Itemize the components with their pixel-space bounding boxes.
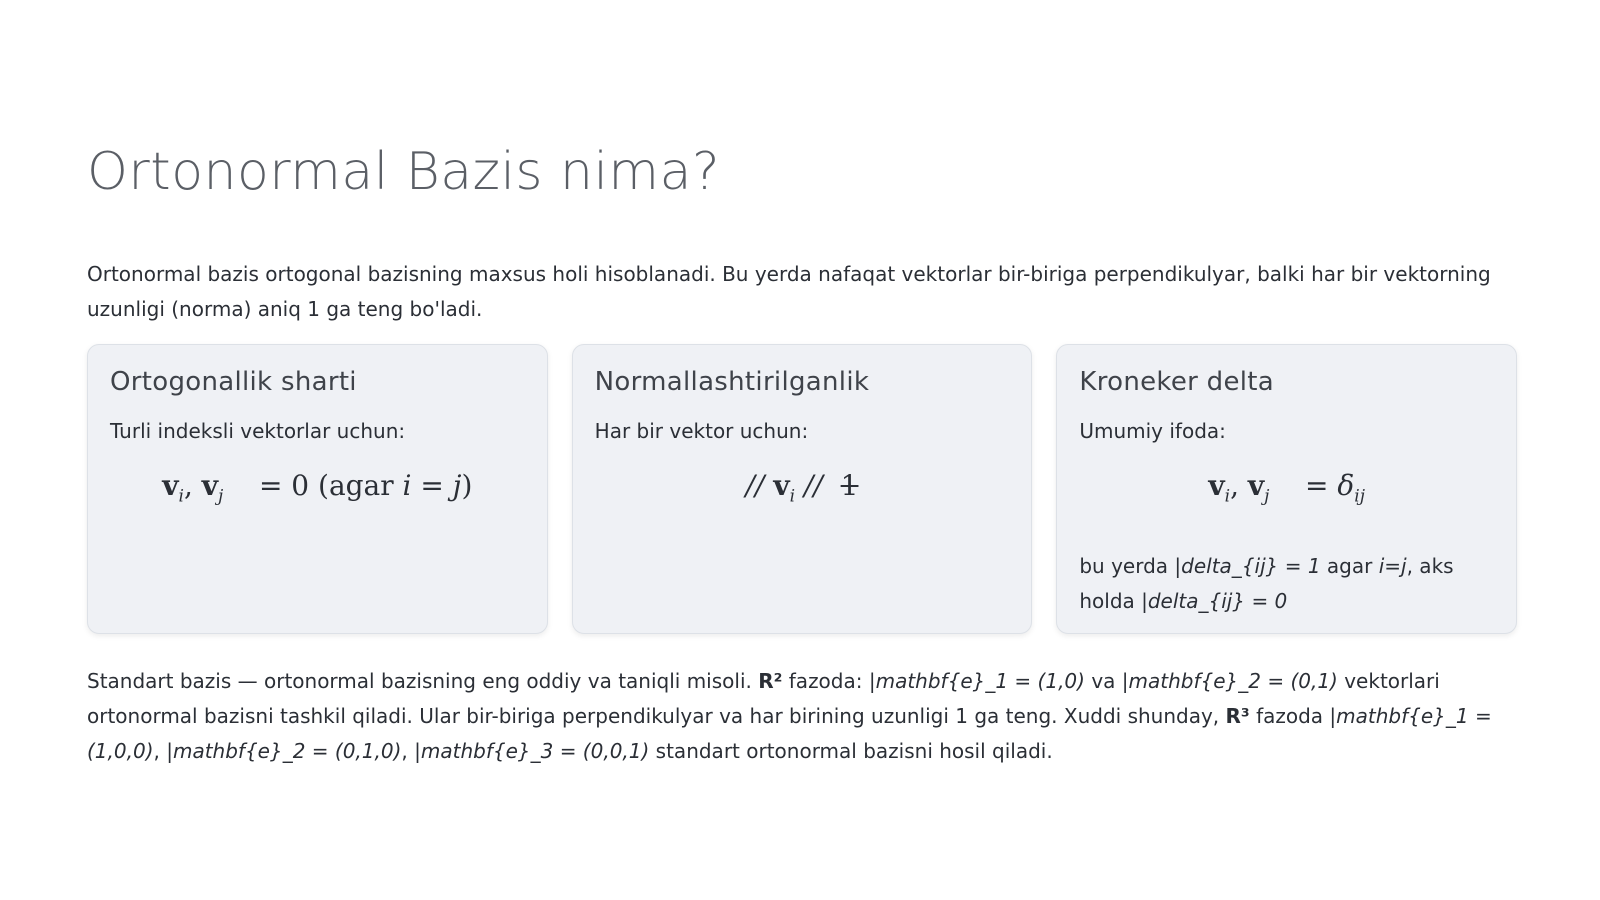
- card-label: Umumiy ifoda:: [1079, 419, 1226, 443]
- card-title: Normallashtirilganlik: [594, 367, 870, 397]
- card-row: [87, 344, 1517, 634]
- card-kronecker: [1056, 344, 1517, 634]
- card-label: Turli indeksli vektorlar uchun:: [110, 419, 406, 443]
- card-title: Ortogonallik sharti: [110, 367, 357, 397]
- card-title: Kroneker delta: [1079, 367, 1275, 397]
- card-normalization: [572, 344, 1033, 634]
- kronecker-note: bu yerda |delta_{ij} = 1 agar i=j, aks holda |delta_{ij} = 0: [1079, 553, 1454, 613]
- kronecker-formula: $v_i$, $v_j$ = $\delta_{ij}$: [1208, 469, 1365, 507]
- card-label: Har bir vektor uchun:: [594, 419, 809, 443]
- intro-paragraph: Ortonormal bazis ortogonal bazisning maxsus holi hisoblanadi. Bu yerda nafaqat vektorlar bir-biriga perpendikulyar, balki har bir vektorning uzunligi (norma) aniq 1 ga teng bo'ladi.: [87, 262, 1491, 321]
- orthogonality-formula: $v_i$, $v_j$ = 0 (agar i = j): [162, 469, 473, 507]
- normalization-formula: // $v_i // 1$: [745, 469, 859, 507]
- card-orthogonality: [87, 344, 548, 634]
- outro-paragraph: Standart bazis — ortonormal bazisning eng oddiy va taniqli misoli. R² fazoda: |mathbf{e}_1 = (1,0) va |mathbf{e}_2 = (0,1) vektorlari ortonormal bazisni tashkil qiladi. Ular bir-biriga perpendikulyar va har birining uzunligi 1 ga teng. Xuddi shunday, R³ fazoda |mathbf{e}_1 = (1,0,0), |mathbf{e}_2 = (0,1,0), |mathbf{e}_3 = (0,0,1) standart ortonormal bazisni hosil qiladi.: [87, 669, 1492, 763]
- page-title: Ortonormal Bazis nima?: [87, 142, 721, 202]
